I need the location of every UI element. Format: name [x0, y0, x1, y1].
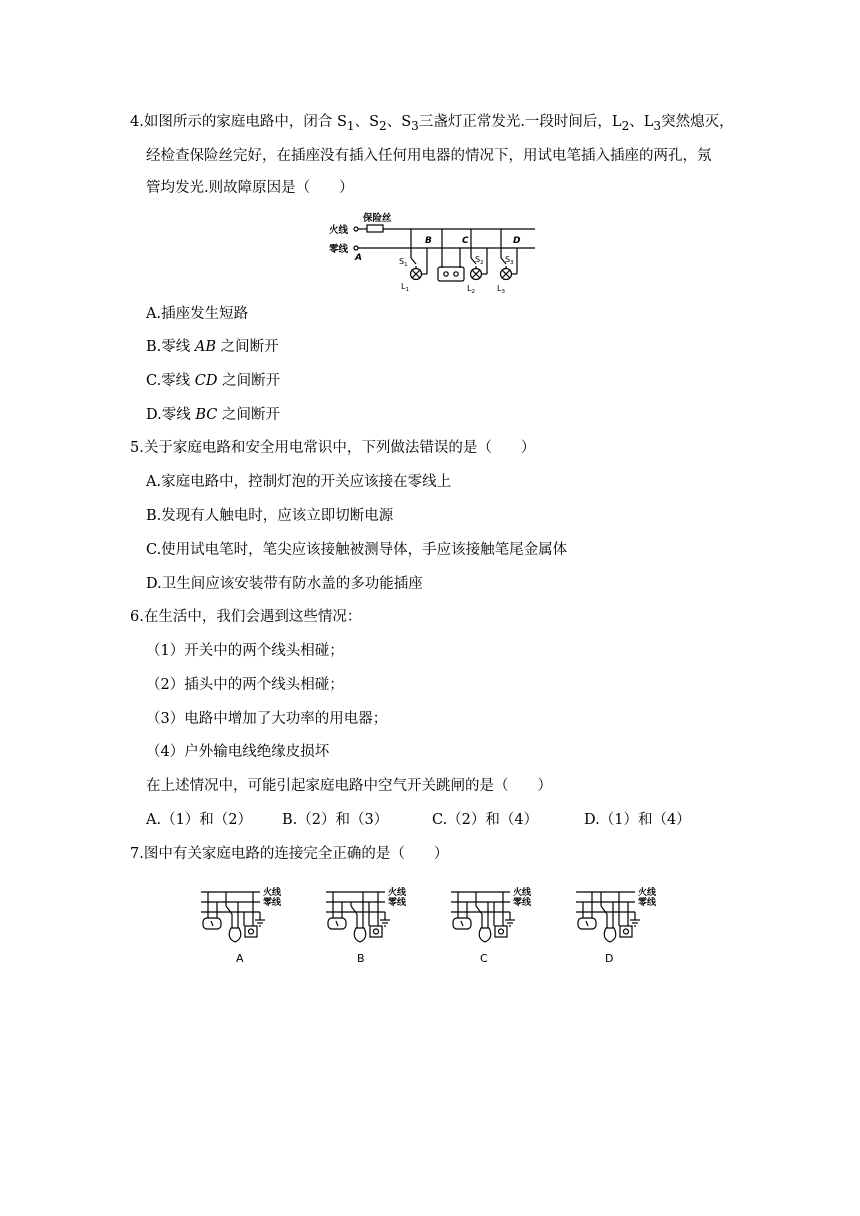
q6-case-4: （4）户外输电线绝缘皮损坏 — [146, 744, 330, 760]
q4-fig-lamp-3: $L_3$ — [497, 284, 505, 294]
q4-fig-point-a: A — [355, 253, 362, 263]
q7-label-a: A — [236, 952, 244, 965]
q4-text: 、S — [386, 114, 412, 130]
q6-case-1: （1）开关中的两个线头相碰； — [146, 643, 344, 659]
q6-question: 在上述情况中，可能引起家庭电路中空气开关跳闸的是（ ） — [146, 778, 552, 794]
q4-option-b: B.零线 AB 之间断开 — [146, 339, 279, 355]
q4-sub-s2: 2 — [379, 118, 387, 133]
q7-label-b: B — [357, 952, 365, 965]
q4-fig-point-c: C — [462, 236, 469, 246]
q4-option-a: A.插座发生短路 — [146, 306, 249, 322]
q7-diagram-c — [451, 886, 532, 965]
q7-b-neutral: 零线 — [388, 898, 407, 908]
q6-option-b: B.（2）和（3） — [282, 812, 389, 828]
q5-option-b: B.发现有人触电时，应该立即切断电源 — [146, 508, 394, 524]
q5-option-c: C.使用试电笔时，笔尖应该接触被测导体，手应该接触笔尾金属体 — [146, 542, 568, 558]
q4-fig-point-b: B — [425, 236, 432, 246]
q6-option-a: A.（1）和（2） — [146, 812, 253, 828]
q4-text: 突然熄灭， — [661, 114, 734, 130]
q7-diagram-b — [326, 886, 407, 965]
q4-text: 、S — [354, 114, 380, 130]
q5-option-a: A.家庭电路中，控制灯泡的开关应该接在零线上 — [146, 474, 452, 490]
q4-fig-fuse-label: 保险丝 — [363, 213, 392, 224]
q4-text: 、L — [629, 114, 654, 130]
q4-stem-line-2: 经检查保险丝完好，在插座没有插入任何用电器的情况下，用试电笔插入插座的两孔，氖 — [146, 148, 712, 164]
q7-diagram-a — [201, 886, 282, 965]
q4-text: 4.如图所示的家庭电路中，闭合 S — [130, 114, 347, 130]
q4-stem-line-1 — [130, 112, 734, 136]
q7-d-neutral: 零线 — [638, 898, 657, 908]
q4-fig-live-label: 火线 — [329, 225, 349, 236]
q4-option-d: D.零线 BC 之间断开 — [146, 407, 280, 423]
q7-stem: 7.图中有关家庭电路的连接完全正确的是（ ） — [130, 846, 449, 862]
q4-fig-point-d: D — [513, 236, 521, 246]
q7-diagram-d — [576, 886, 657, 965]
q4-fig-switch-1: $S_1$ — [399, 257, 408, 268]
q4-fig-switch-3: $S_3$ — [505, 255, 514, 266]
q5-stem: 5.关于家庭电路和安全用电常识中，下列做法错误的是（ ） — [130, 440, 536, 456]
q6-option-d: D.（1）和（4） — [584, 812, 691, 828]
q7-d-live: 火线 — [638, 888, 657, 898]
q7-label-d: D — [605, 952, 614, 965]
q7-label-c: C — [480, 952, 488, 965]
q6-option-c: C.（2）和（4） — [432, 812, 539, 828]
q4-sub-l3: 3 — [653, 118, 662, 133]
q4-text: 三盏灯正常发光.一段时间后，L — [418, 114, 622, 130]
q4-option-c: C.零线 CD 之间断开 — [146, 373, 281, 389]
q7-circuit-figures — [195, 880, 670, 975]
q4-fig-switch-2: $S_2$ — [475, 255, 484, 266]
q6-stem: 6.在生活中，我们会遇到这些情况： — [130, 609, 362, 625]
q7-b-live: 火线 — [388, 888, 407, 898]
q7-a-live: 火线 — [263, 888, 282, 898]
q4-circuit-figure — [325, 210, 540, 294]
q4-sub-l2: 2 — [621, 118, 630, 133]
q4-stem-line-3: 管均发光.则故障原因是（ ） — [146, 180, 354, 196]
q4-sub-s1: 1 — [346, 118, 355, 133]
q7-c-live: 火线 — [513, 888, 532, 898]
q6-case-2: （2）插头中的两个线头相碰； — [146, 677, 344, 693]
q4-fig-lamp-2: $L_2$ — [467, 284, 475, 294]
q4-fig-lamp-1: $L_1$ — [401, 282, 409, 293]
q4-sub-s3: 3 — [411, 118, 419, 133]
q6-case-3: （3）电路中增加了大功率的用电器； — [146, 711, 388, 727]
q7-c-neutral: 零线 — [513, 898, 532, 908]
q4-fig-neutral-label: 零线 — [329, 244, 349, 255]
q5-option-d: D.卫生间应该安装带有防水盖的多功能插座 — [146, 576, 423, 592]
q7-a-neutral: 零线 — [263, 898, 282, 908]
